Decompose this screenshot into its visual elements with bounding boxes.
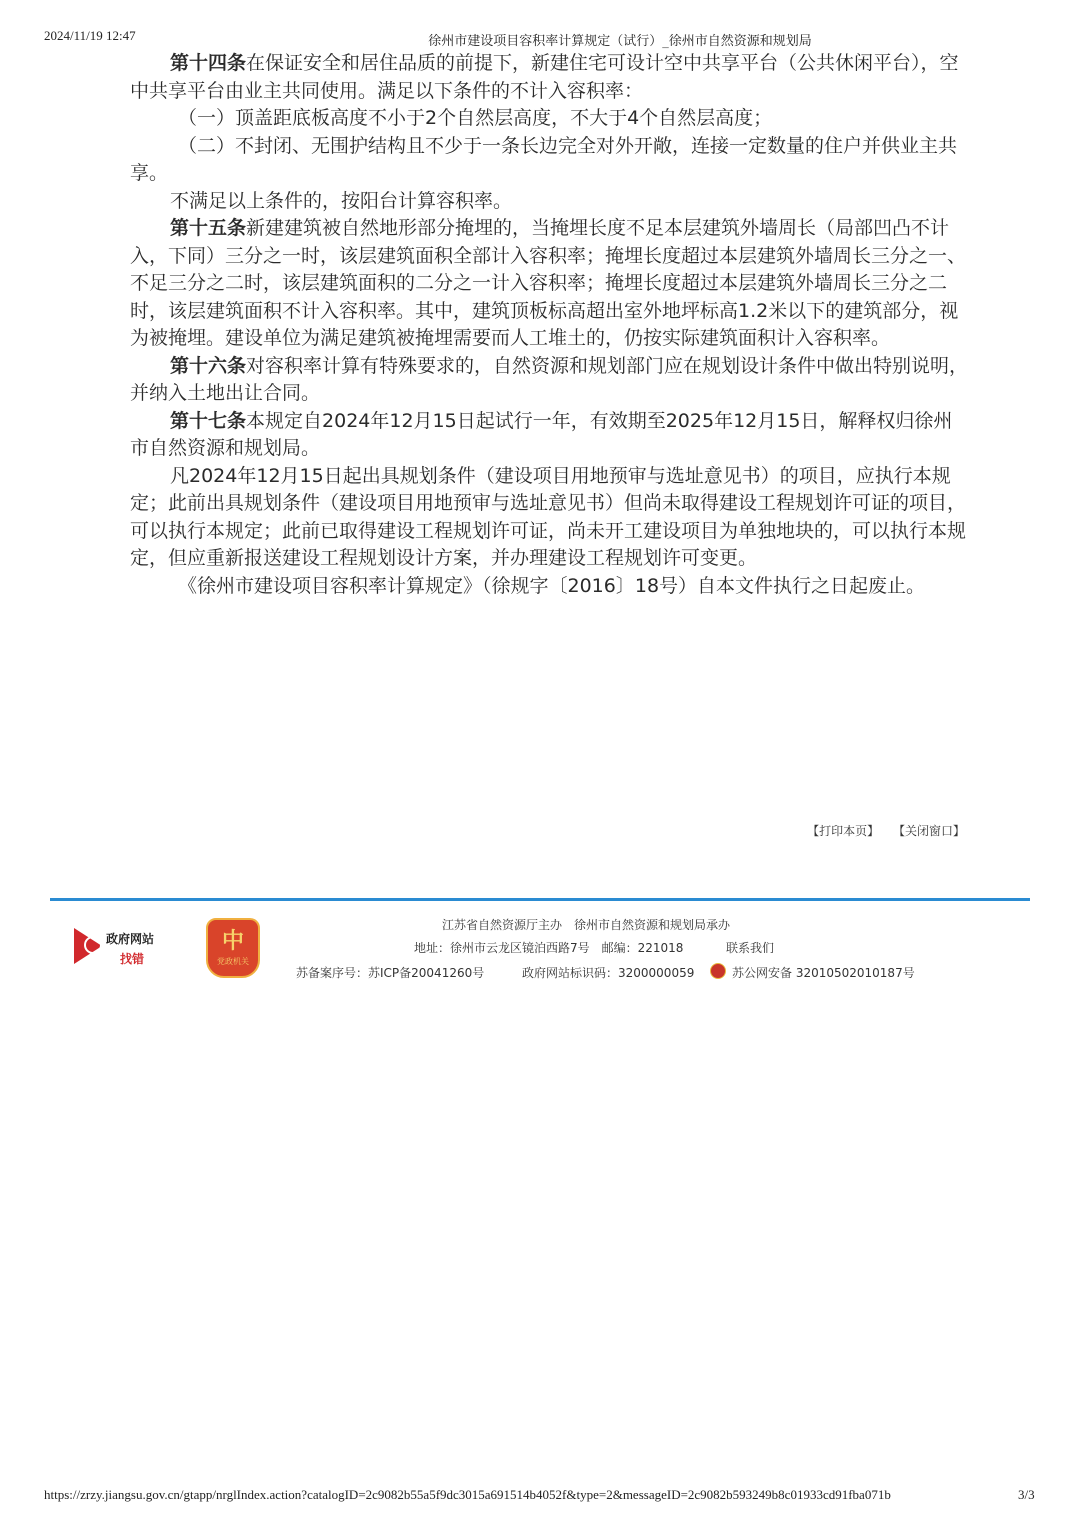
print-page-link[interactable]: 【打印本页】 [807,824,880,838]
badge-dz-glyph: 中 [221,929,244,954]
police-emblem-icon [710,963,726,979]
article-16-label: 第十六条 [170,354,247,377]
print-page-number: 3/3 [1018,1487,1035,1502]
print-page-title: 徐州市建设项目容积率计算规定（试行）_徐州市自然资源和规划局 [428,34,812,49]
footer-icp[interactable]: 苏备案序号：苏ICP备20041260号 [296,966,485,980]
article-14-note: 不满足以上条件的，按阳台计算容积率。 [170,189,513,212]
footer-police-record[interactable] [710,963,915,981]
close-window-link[interactable]: 【关闭窗口】 [892,824,965,838]
footer-site-id: 政府网站标识码：3200000059 [522,966,695,980]
repeal-paragraph: 《徐州市建设项目容积率计算规定》（徐规字〔2016〕18号）自本文件执行之日起废止。 [178,574,926,597]
badge-zf-line2: 找错 [120,952,145,966]
print-url: https://zrzy.jiangsu.gov.cn/gtapp/nrglIndex.action?catalogID=2c9082b55a5f9dc3015a691514b4052f&type=2&messageID=2c9082b593249b8c01933cd91fba071b [44,1487,891,1502]
article-17 [130,408,970,463]
magnifier-icon [84,936,102,954]
article-body [130,50,970,600]
footer-police-text: 苏公网安备 32010502010187号 [732,966,915,980]
article-15-text: 新建建筑被自然地形部分掩埋的，当掩埋长度不足本层建筑外墙周长（局部凹凸不计入，下同）三分之一时，该层建筑面积全部计入容积率；掩埋长度超过本层建筑外墙周长三分之一、不足三分之二时，该层建筑面积的二分之一计入容积率；掩埋长度超过本层建筑外墙周长三分之二时，该层建筑面积不计入容积率。其中，建筑顶板标高超出室外地坪标高1.2米以下的建筑部分，视为被掩埋。建设单位为满足建筑被掩埋需要而人工堆土的，仍按实际建筑面积计入容积率。 [130,217,967,349]
footer-divider [50,898,1030,901]
footer-address: 地址：徐州市云龙区镜泊西路7号 邮编：221018 [414,941,684,955]
article-16 [130,353,970,408]
article-17-text: 本规定自2024年12月15日起试行一年，有效期至2025年12月15日，解释权归徐州市自然资源和规划局。 [130,409,953,459]
footer-sponsor: 江苏省自然资源厅主办 徐州市自然资源和规划局承办 [442,918,731,932]
article-14-item-1: （一）顶盖距底板高度不小于2个自然层高度，不大于4个自然层高度； [178,107,773,129]
article-14-text: 在保证安全和居住品质的前提下，新建住宅可设计空中共享平台（公共休闲平台），空中共享平台由业主共同使用。满足以下条件的不计入容积率： [130,52,959,102]
article-15 [130,215,970,353]
article-14 [130,50,970,105]
article-16-text: 对容积率计算有特殊要求的，自然资源和规划部门应在规划设计条件中做出特别说明，并纳入土地出让合同。 [130,354,969,404]
badge-dz-text: 党政机关 [217,957,249,966]
gov-site-error-report-badge[interactable] [70,924,170,968]
print-datetime: 2024/11/19 12:47 [44,28,136,43]
article-14-item-2: （二）不封闭、无围护结构且不少于一条长边完全对外开敞，连接一定数量的住户并供业主共享。 [130,134,958,184]
badge-zf-line1: 政府网站 [106,932,155,946]
transition-paragraph: 凡2024年12月15日起出具规划条件（建设项目用地预审与选址意见书）的项目，应执行本规定；此前出具规划条件（建设项目用地预审与选址意见书）但尚未取得建设工程规划许可证的项目，可以执行本规定；此前已取得建设工程规划许可证，尚未开工建设项目为单独地块的，可以执行本规定，但应重新报送建设工程规划设计方案，并办理建设工程规划许可变更。 [130,464,967,569]
article-15-label: 第十五条 [170,217,247,239]
party-gov-organ-badge[interactable] [206,918,260,978]
contact-us-link[interactable]: 联系我们 [726,941,775,955]
article-14-label: 第十四条 [170,52,247,74]
page-actions [797,822,965,839]
article-17-label: 第十七条 [170,409,247,432]
